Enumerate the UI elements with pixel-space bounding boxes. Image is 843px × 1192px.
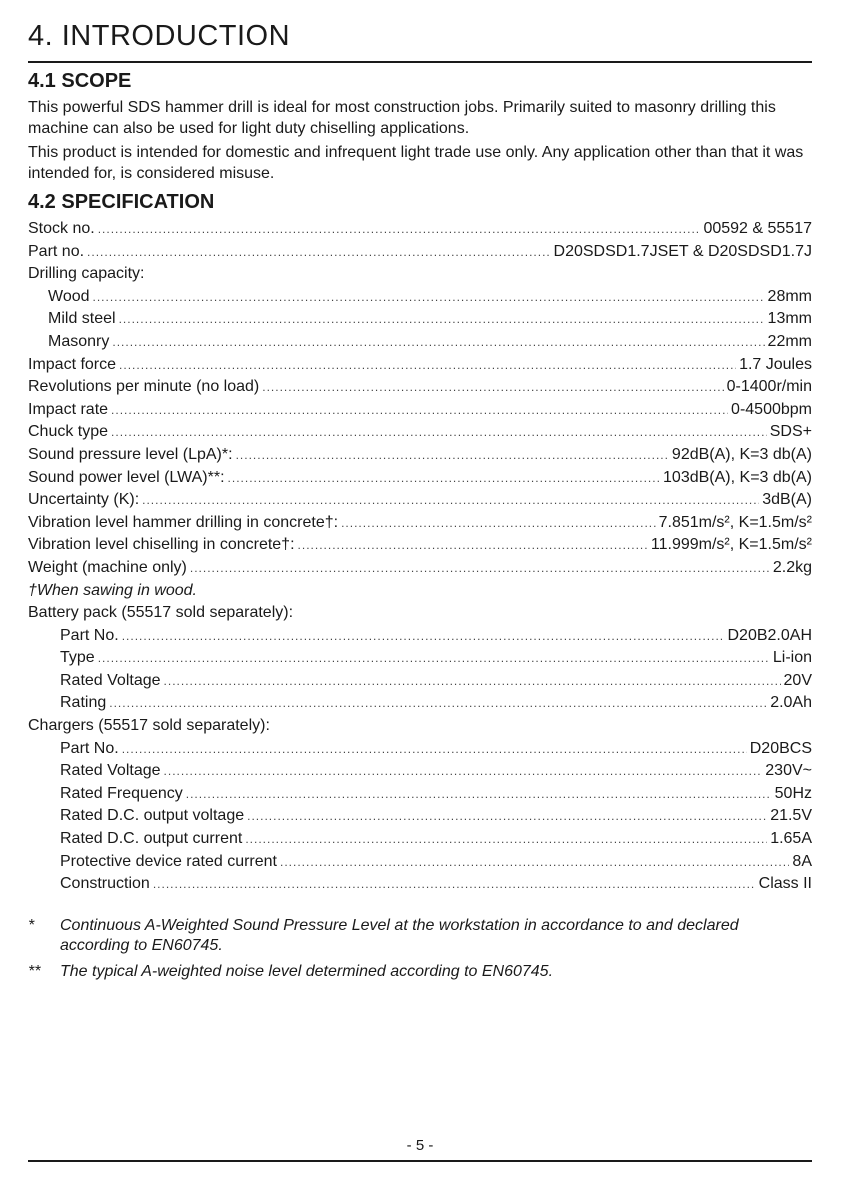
spec-label: Masonry	[48, 332, 110, 350]
spec-row-uncertainty	[28, 489, 812, 512]
spec-label: Revolutions per minute (no load)	[28, 378, 260, 396]
spec-row-rpm	[28, 376, 812, 399]
spec-label: Chuck type	[28, 423, 109, 441]
footnote-1	[28, 916, 812, 956]
leader-dots	[93, 286, 765, 309]
spec-value: 00592 & 55517	[703, 220, 812, 237]
spec-value: 11.999m/s², K=1.5m/s²	[650, 536, 812, 554]
chargers-heading: Chargers (55517 sold separately):	[28, 717, 270, 735]
title-divider	[28, 61, 812, 63]
leader-dots	[119, 308, 765, 331]
section-title: 4. INTRODUCTION	[28, 20, 291, 52]
spec-value: D20BCS	[749, 739, 812, 757]
battery-row-type	[28, 647, 812, 670]
spec-row-part-no	[28, 241, 812, 264]
leader-dots	[245, 828, 767, 851]
spec-label: Impact force	[28, 355, 117, 373]
spec-value: SDS+	[769, 423, 812, 441]
leader-dots	[111, 399, 728, 422]
spec-row-sound-power	[28, 467, 812, 490]
leader-dots	[236, 444, 669, 467]
spec-value: 1.7 Joules	[739, 355, 812, 373]
leader-dots	[262, 376, 723, 399]
leader-dots	[341, 512, 656, 535]
leader-dots	[98, 218, 701, 241]
spec-label: Sound power level (LWA)**:	[28, 468, 225, 486]
charger-row-output-current	[28, 828, 812, 851]
leader-dots	[153, 873, 756, 896]
spec-value: 7.851m/s², K=1.5m/s²	[658, 513, 812, 531]
footnote-text: Continuous A-Weighted Sound Pressure Level at the workstation in accordance to and declared according to EN60745.	[60, 917, 739, 954]
spec-label: Rated D.C. output current	[60, 830, 243, 848]
charger-row-output-voltage	[28, 805, 812, 828]
leader-dots	[87, 241, 550, 264]
footnote-marker: **	[28, 963, 41, 980]
spec-value: 21.5V	[770, 807, 812, 825]
leader-dots	[247, 805, 767, 828]
spec-label: Protective device rated current	[60, 852, 277, 870]
leader-dots	[164, 670, 781, 693]
spec-value: 3dB(A)	[762, 491, 812, 509]
charger-row-protective-current	[28, 851, 812, 874]
spec-value: D20SDSD1.7JSET & D20SDSD1.7J	[553, 242, 812, 260]
spec-row-wood	[28, 286, 812, 309]
spec-value: 230V~	[765, 762, 812, 780]
specification-heading: 4.2 SPECIFICATION	[28, 191, 215, 213]
footnote-text: The typical A-weighted noise level determined according to EN60745.	[60, 963, 554, 980]
spec-label: Sound pressure level (LpA)*:	[28, 445, 233, 463]
battery-row-rated-voltage	[28, 670, 812, 693]
spec-label: Stock no.	[28, 220, 95, 237]
leader-dots	[109, 692, 767, 715]
spec-label: Impact rate	[28, 400, 109, 418]
battery-row-rating	[28, 692, 812, 715]
spec-value: 22mm	[767, 332, 812, 350]
spec-row-masonry	[28, 331, 812, 354]
charger-row-part-no	[28, 738, 812, 761]
spec-label: Construction	[60, 875, 150, 893]
spec-value: 0-1400r/min	[726, 378, 812, 396]
scope-paragraph-1: This powerful SDS hammer drill is ideal for most construction jobs. Primarily suited to masonry drilling this machine can also be used for light duty chiselling applications.	[28, 99, 776, 137]
spec-row-impact-rate	[28, 399, 812, 422]
spec-value: 2.0Ah	[770, 694, 812, 712]
leader-dots	[122, 738, 747, 761]
spec-label: Uncertainty (K):	[28, 491, 140, 509]
leader-dots	[119, 354, 736, 377]
spec-value: 103dB(A), K=3 db(A)	[663, 468, 812, 486]
spec-row-vibration-drilling	[28, 512, 812, 535]
battery-heading: Battery pack (55517 sold separately):	[28, 604, 294, 622]
footnote-2	[28, 962, 812, 982]
footer-divider	[28, 1160, 812, 1162]
leader-dots	[190, 557, 770, 580]
spec-row-stock-no	[28, 218, 812, 241]
spec-label: Rated Voltage	[60, 762, 161, 780]
leader-dots	[142, 489, 759, 512]
spec-value: 50Hz	[774, 784, 812, 802]
spec-row-vibration-chiselling	[28, 534, 812, 557]
spec-value: 28mm	[767, 287, 812, 305]
leader-dots	[298, 534, 648, 557]
spec-value: Class II	[758, 875, 812, 893]
spec-label: Type	[60, 649, 95, 667]
spec-label: Mild steel	[48, 310, 116, 328]
charger-row-rated-frequency	[28, 783, 812, 806]
spec-label: Vibration level hammer drilling in concrete†:	[28, 513, 339, 531]
charger-row-construction	[28, 873, 812, 896]
spec-value: 1.65A	[770, 830, 812, 848]
spec-row-impact-force	[28, 354, 812, 377]
spec-row-weight	[28, 557, 812, 580]
scope-paragraph-2: This product is intended for domestic and infrequent light trade use only. Any application other than that it was intended for, is considered misuse.	[28, 144, 804, 182]
leader-dots	[280, 851, 789, 874]
spec-value: Li-ion	[772, 649, 812, 667]
spec-label: Vibration level chiselling in concrete†:	[28, 536, 295, 554]
leader-dots	[112, 331, 764, 354]
drilling-capacity-heading: Drilling capacity:	[28, 265, 145, 283]
spec-value: 20V	[783, 671, 812, 689]
leader-dots	[122, 625, 725, 648]
leader-dots	[98, 647, 770, 670]
battery-row-part-no	[28, 625, 812, 648]
spec-value: D20B2.0AH	[727, 626, 812, 644]
footnote-marker: *	[28, 917, 35, 934]
spec-label: Rated D.C. output voltage	[60, 807, 245, 825]
spec-label: Rating	[60, 694, 107, 712]
spec-label: Wood	[48, 287, 90, 305]
spec-row-mild-steel	[28, 308, 812, 331]
specification-list	[28, 218, 812, 896]
spec-row-chuck-type	[28, 421, 812, 444]
spec-row-sound-pressure	[28, 444, 812, 467]
spec-value: 0-4500bpm	[731, 400, 812, 418]
scope-heading: 4.1 SCOPE	[28, 70, 132, 92]
page-number: - 5 -	[406, 1137, 434, 1154]
spec-label: Part No.	[60, 626, 119, 644]
spec-label: Rated Frequency	[60, 784, 183, 802]
sawing-note: †When sawing in wood.	[28, 581, 197, 599]
leader-dots	[228, 467, 661, 490]
spec-label: Rated Voltage	[60, 671, 161, 689]
spec-value: 92dB(A), K=3 db(A)	[671, 445, 812, 463]
spec-label: Part No.	[60, 739, 119, 757]
leader-dots	[111, 421, 767, 444]
spec-value: 2.2kg	[772, 558, 812, 576]
charger-row-rated-voltage	[28, 760, 812, 783]
leader-dots	[186, 783, 772, 806]
spec-label: Part no.	[28, 242, 85, 260]
spec-value: 8A	[792, 852, 812, 870]
spec-label: Weight (machine only)	[28, 558, 187, 576]
spec-value: 13mm	[767, 310, 812, 328]
leader-dots	[164, 760, 763, 783]
